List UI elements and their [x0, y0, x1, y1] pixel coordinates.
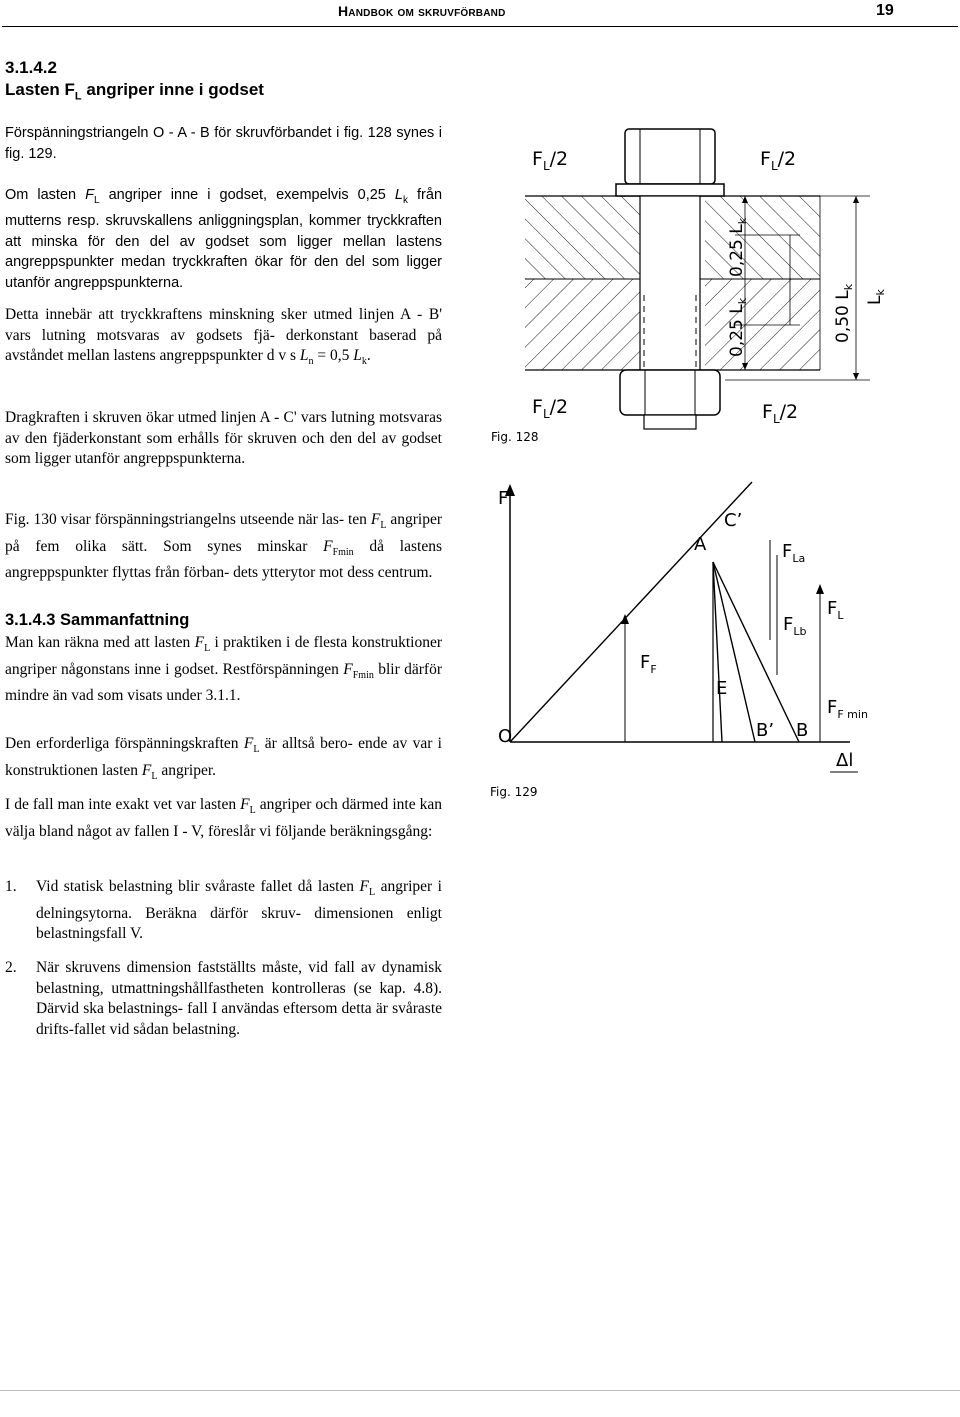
dimension-025-top: 0,25 $L_k$: [727, 217, 749, 277]
paragraph-summary-3: I de fall man inte exakt vet var lasten $F_L$ angriper och därmed inte kan välja bland något av fallen I - V, föreslår vi följande beräkningsgång:: [5, 796, 442, 840]
list-item: 1. Vid statisk belastning blir svåraste fallet då lasten $F_L$ angriper i delningsytorna. Beräkna därför skruv- dimensionen enligt belastningsfall V.: [5, 878, 442, 943]
section-title: Lasten $F_L$ angriper inne i godset: [5, 80, 264, 103]
figure-129-preload-triangle: [480, 480, 940, 790]
label-FL: $F_L$: [827, 598, 844, 622]
washer-top: [616, 184, 724, 196]
point-A: A: [694, 534, 707, 555]
label-FLb: $F_{Lb}$: [783, 614, 807, 638]
list-item: 2. När skruvens dimension fastställts måste, vid fall av dynamisk belastning, utmattningshållfastheten kontrolleras (se kap. 4.8). Därvid ska belastnings- fall I användas eftersom detta är svåraste drifts-fallet vid sådan belastning.: [5, 959, 442, 1038]
header-title: Handbok om skruvförband: [338, 3, 506, 19]
paragraph-summary-2: Den erforderliga förspänningskraften $F_L$ är alltså bero- ende av var i konstruktionen lasten $F_L$ angriper.: [5, 735, 442, 782]
bolt-head: [625, 129, 715, 184]
axis-label-F: F: [498, 488, 509, 509]
paragraph-fig130: Fig. 130 visar förspänningstriangelns utseende när las- ten $F_L$ angriper på fem olika sätt. Som synes minskar $F_{Fmin}$ då lastens angreppspunkter flyttas från förban- dets ytterytor mot dess centrum.: [5, 511, 443, 582]
page-header: [0, 0, 960, 30]
footer-rule: [0, 1390, 960, 1391]
dimension-050: 0,50 $L_k$: [833, 283, 855, 343]
dimension-025-bottom: 0,25 $L_k$: [727, 297, 749, 357]
load-label-top-left: $F_L/2$: [532, 148, 569, 173]
figure-128-bolt-joint: [480, 95, 940, 455]
figure-128-caption: Fig. 128: [491, 430, 539, 444]
upper-plate-right: [705, 196, 820, 279]
figure-129-caption: Fig. 129: [490, 785, 538, 799]
load-label-top-right: $F_L/2$: [760, 148, 797, 173]
summary-heading: 3.1.4.3 Sammanfattning: [5, 611, 190, 629]
paragraph-summary-1: Man kan räkna med att lasten $F_L$ i praktiken i de flesta konstruktioner angriper någonstans inne i godset. Restförspänningen $F_{Fmin}$ blir därför mindre än vad som visats under 3.1.1.: [5, 634, 442, 705]
point-B: B: [796, 720, 809, 741]
dimension-Lk: $L_k$: [865, 289, 887, 305]
paragraph-intro: Förspänningstriangeln O - A - B för skruvförbandet i fig. 128 synes i fig. 129.: [5, 125, 442, 162]
section-number: 3.1.4.2: [5, 58, 57, 77]
upper-plate-left: [525, 196, 640, 279]
label-FF: $F_F$: [640, 652, 657, 676]
label-delta-l: Δl: [836, 750, 854, 771]
page-number: 19: [876, 2, 894, 19]
lower-plate-right: [705, 279, 820, 370]
point-C-prime: C’: [724, 510, 743, 531]
paragraph-compression: Detta innebär att tryckkraftens minskning sker utmed linjen A - B' vars lutning motsvaras av godsets fjä- derkonstant baserad på avståndet mellan lastens angreppspunkter d v s $L_n = 0,5$ $L_k$.: [5, 306, 442, 368]
load-label-bottom-left: $F_L/2$: [532, 396, 569, 421]
lower-plate-left: [525, 279, 640, 370]
point-O: O: [498, 726, 513, 747]
nut: [620, 370, 720, 415]
load-label-bottom-right: $F_L/2$: [762, 401, 799, 426]
header-rule: [2, 26, 958, 27]
label-FLa: $F_{La}$: [782, 541, 806, 565]
paragraph-tension: Dragkraften i skruven ökar utmed linjen A - C' vars lutning motsvaras av den fjäderkonstant som erhålls för skruven och den del av godset som ligger utanför angreppspunkterna.: [5, 409, 442, 467]
label-FFmin: $F_{F min}$: [827, 697, 868, 721]
point-B-prime: B’: [756, 720, 775, 741]
point-E: E: [716, 678, 728, 699]
bolt-shank: [640, 196, 700, 370]
paragraph-load-inside: Om lasten $F_L$ angriper inne i godset, exempelvis 0,25 $L_k$ från mutterns resp. skruvskallens anliggningsplan, kommer tryckkraften att minska för den del av godset som ligger mellan lastens angreppspunkter medan tryckkraften ökar för den del som ligger utanför angreppspunkterna.: [5, 187, 443, 291]
